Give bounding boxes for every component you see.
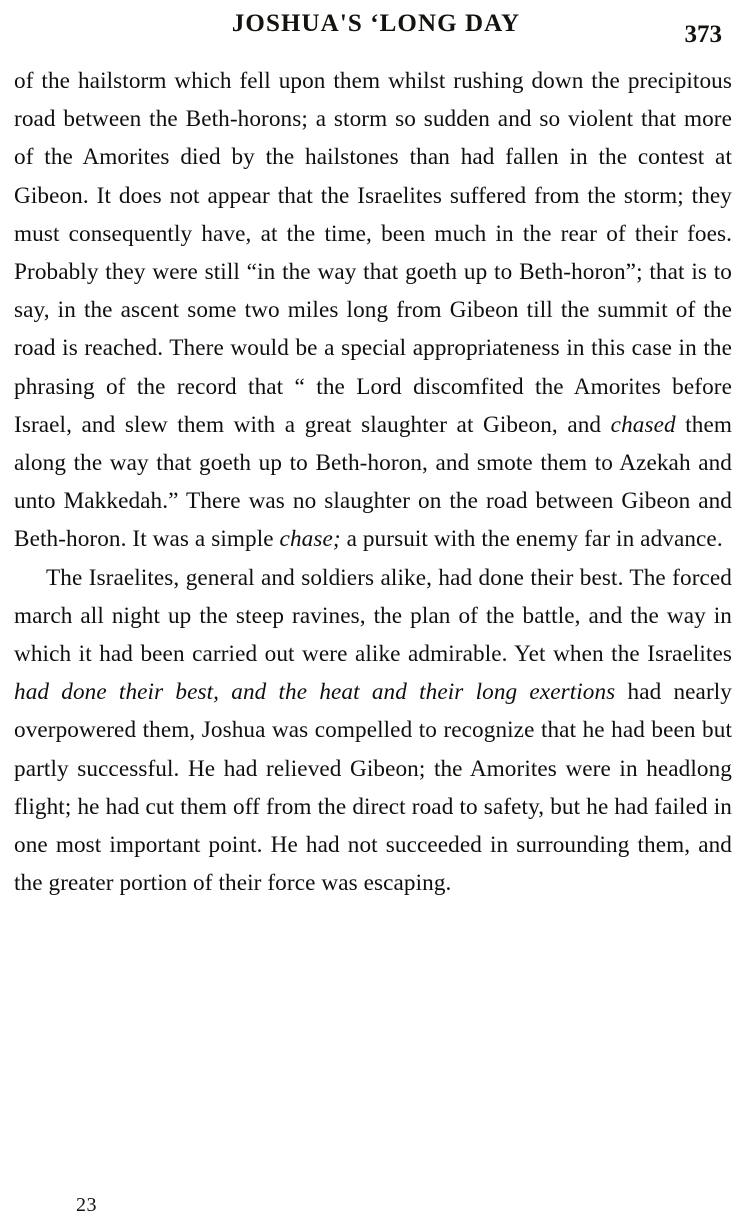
page-title: JOSHUA'S ‘LONG DAY bbox=[231, 10, 521, 37]
paragraph: The Israelites, general and soldiers alike, had done their best. The forced march all night up the steep ravines, the plan of the battle, and the way in which it had been carried out were alike admirable. Yet when the Israelites had done their best, and the heat and their long exertions had nearly overpowered them, Joshua was compelled to recognize that he had been but partly successful. He had relieved Gibeon; the Amorites were in headlong flight; he had cut them off from the direct road to safety, but he had failed in one most important point. He had not succeeded in surrounding them, and the greater portion of their force was escaping. bbox=[14, 564, 733, 897]
paragraph: of the hailstorm which fell upon them whilst rushing down the precipitous road between the Beth-horons; a storm so sudden and so violent that more of the Amorites died by the hailstones than had fallen in the contest at Gibeon. It does not appear that the Israelites suffered from the storm; they must consequently have, at the time, been much in the rear of their foes. Probably they were still “in the way that goeth up to Beth-horon”; that is to say, in the ascent some two miles long from Gibeon till the summit of the road is reached. There would be a special appropriateness in this case in the phrasing of the record that “ the Lord discomfited the Amorites before Israel, and slew them with a great slaughter at Gibeon, and chased them along the way that goeth up to Beth-horon, and smote them to Azekah and unto Makkedah.” There was no slaughter on the road between Gibeon and Beth-horon. It was a simple chase; a pursuit with the enemy far in advance. bbox=[14, 68, 732, 553]
signature-mark: 23 bbox=[76, 1194, 97, 1216]
body-text bbox=[14, 62, 732, 902]
book-page bbox=[0, 10, 752, 1225]
page-number: 373 bbox=[684, 21, 722, 48]
running-head bbox=[30, 10, 722, 50]
